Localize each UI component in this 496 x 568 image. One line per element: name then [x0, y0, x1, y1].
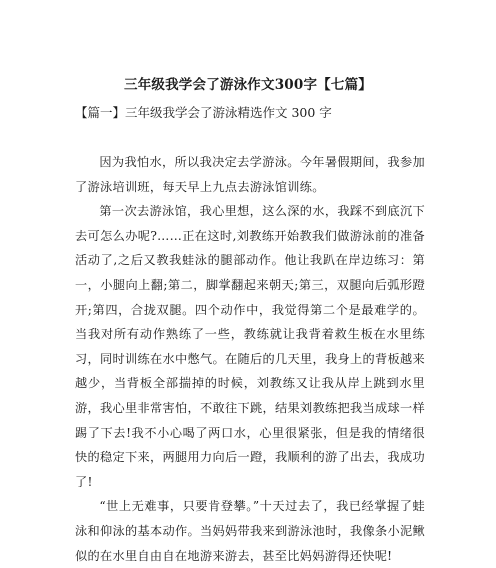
document-title: 三年级我学会了游泳作文300字【七篇】: [124, 77, 372, 93]
document-body: [75, 150, 425, 568]
paragraph-1: 因为我怕水，所以我决定去学游泳。今年暑假期间，我参加了游泳培训班，每天早上九点去游泳馆训练。: [75, 155, 425, 194]
paragraph-2: 第一次去游泳馆，我心里想，这么深的水，我踩不到底沉下去可怎么办呢?……正在这时,刘教练开始教我们做游泳前的准备活动了,之后又教我蛙泳的腿部动作。他让我趴在岸边练习：第一，小腿向上翻;第二，脚掌翻起来朝天;第三，双腿向后弧形蹬开;第四，合拢双腿。四个动作中，我觉得第二个是最难学的。当我对所有动作熟练了一些，教练就让我背着救生板在水里练习，同时训练在水中憋气。在随后的几天里，我身上的背板越来越少，当背板全部揣掉的时候，刘教练又让我从岸上跳到水里游，我心里非常害怕，不敢往下跳，结果刘教练把我当成球一样踢了下去!我不小心喝了两口水，心里很紧张，但是我的情绪很快的稳定下来，两腿用力向后一蹬，我顺利的游了出去，我成功了!: [75, 204, 425, 489]
document-subtitle: 【篇一】三年级我学会了游泳精选作文 300 字: [75, 105, 332, 120]
paragraph-3: “世上无难事，只要肯登攀。”十天过去了，我已经掌握了蛙泳和仰泳的基本动作。当妈妈带我来到游泳池时，我像条小泥鳅似的在水里自由自在地游来游去，甚至比妈妈游得还快呢!: [75, 499, 425, 563]
